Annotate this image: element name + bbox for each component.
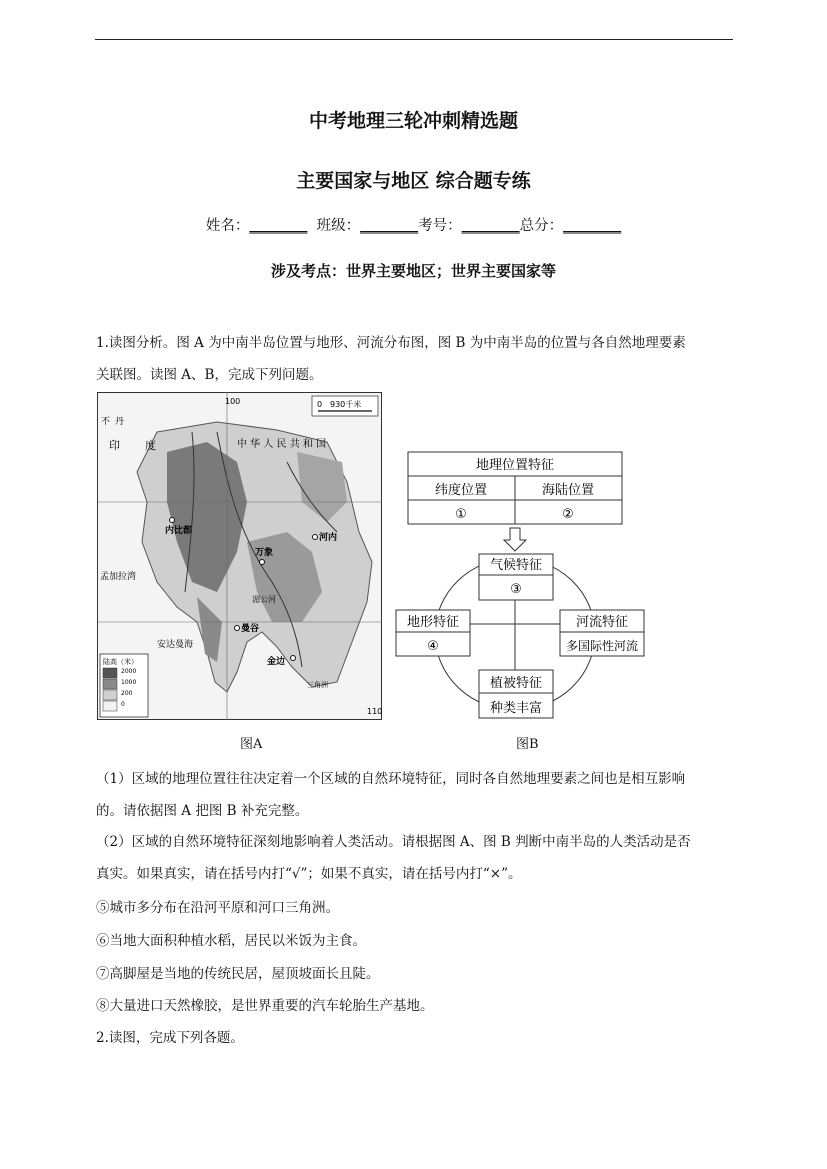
- student-info-fields: [0, 214, 827, 235]
- label-bu: 不: [101, 417, 111, 427]
- label-china: 中 华 人 民 共 和 国: [237, 439, 327, 450]
- id-label: 考号：: [418, 218, 462, 234]
- name-label: 姓名：: [205, 218, 250, 234]
- blank-3: ③: [510, 582, 522, 597]
- statement-6: ⑥当地大面积种植水稻，居民以米饭为主食。: [96, 933, 366, 949]
- scale-label: 930千米: [330, 400, 362, 409]
- header-rule: [95, 39, 733, 40]
- page-title: 中考地理三轮冲刺精选题: [308, 110, 518, 132]
- sea-position-label: 海陆位置: [541, 483, 595, 498]
- figure-b-diagram: [392, 448, 652, 728]
- q2-intro: 2.读图，完成下列各题。: [96, 1030, 244, 1046]
- q1-part1-line2: 的。请依据图 A 把图 B 补充完整。: [96, 803, 309, 819]
- legend-2000: 2000: [121, 668, 137, 675]
- river-value: 多国际性河流: [565, 639, 639, 653]
- name-blank[interactable]: ________: [249, 218, 308, 234]
- label-mekong: 湄公河: [252, 595, 276, 604]
- class-blank[interactable]: ________: [360, 218, 419, 234]
- vegetation-label: 植被特征: [489, 676, 543, 691]
- blank-1: ①: [455, 507, 467, 522]
- climate-label: 气候特征: [489, 558, 543, 573]
- label-india: 印: [109, 439, 120, 452]
- id-blank[interactable]: ________: [461, 218, 520, 234]
- figure-b-caption: 图B: [516, 737, 539, 752]
- label-bay-of-bengal: 孟加拉湾: [100, 572, 137, 582]
- statement-8: ⑧大量进口天然橡胶，是世界重要的汽车轮胎生产基地。: [96, 998, 434, 1014]
- q1-part2-line1: （2）区域的自然环境特征深刻地影响着人类活动。请根据图 A、图 B 判断中南半岛的人类活动是否: [96, 834, 691, 850]
- city-bangkok: 曼谷: [241, 624, 260, 634]
- city-hanoi: 河内: [319, 533, 338, 543]
- scale-zero: 0: [317, 400, 323, 409]
- blank-2: ②: [562, 507, 574, 522]
- lon-110-label: 110: [367, 707, 382, 716]
- geo-position-title: 地理位置特征: [475, 458, 555, 473]
- city-naypyidaw: 内比都: [165, 526, 193, 536]
- exam-topics: 涉及考点：世界主要地区；世界主要国家等: [270, 262, 556, 280]
- blank-4: ④: [427, 639, 439, 654]
- q1-intro-line2: 关联图。读图 A、B，完成下列问题。: [96, 367, 323, 383]
- score-label: 总分：: [519, 218, 564, 234]
- figure-a-map: [97, 392, 382, 720]
- vegetation-value: 种类丰富: [489, 701, 543, 716]
- class-label: 班级：: [316, 218, 361, 234]
- legend-title: 陆高（米）: [103, 658, 138, 666]
- figure-a-caption: 图A: [240, 737, 263, 752]
- river-label: 河流特征: [575, 615, 629, 630]
- label-andaman-sea: 安达曼海: [157, 640, 194, 650]
- terrain-label: 地形特征: [406, 615, 460, 630]
- label-dan: 丹: [115, 417, 125, 427]
- statement-5: ⑤城市多分布在沿河平原和河口三角洲。: [96, 900, 339, 916]
- score-blank[interactable]: ________: [563, 218, 622, 234]
- page-subtitle: 主要国家与地区 综合题专练: [296, 170, 531, 192]
- lat-position-label: 纬度位置: [434, 483, 488, 498]
- q1-part1-line1: （1）区域的地理位置往往决定着一个区域的自然环境特征，同时各自然地理要素之间也是相互影响: [96, 771, 686, 787]
- q1-intro-line1: 1.读图分析。图 A 为中南半岛位置与地形、河流分布图，图 B 为中南半岛的位置与各自然地理要素: [96, 335, 686, 351]
- city-phnompenh: 金边: [267, 657, 286, 667]
- q1-part2-line2: 真实。如果真实，请在括号内打“√”；如果不真实，请在括号内打“×”。: [96, 866, 522, 882]
- city-vientiane: 万象: [255, 548, 274, 558]
- label-du: 度: [145, 439, 156, 452]
- legend-1000: 1000: [121, 679, 137, 686]
- legend-0: 0: [121, 701, 125, 708]
- statement-7: ⑦高脚屋是当地的传统民居，屋顶坡面长且陡。: [96, 966, 380, 982]
- legend-200: 200: [121, 690, 133, 697]
- label-delta: 三角洲: [307, 681, 328, 689]
- lon-100-label: 100: [225, 397, 241, 406]
